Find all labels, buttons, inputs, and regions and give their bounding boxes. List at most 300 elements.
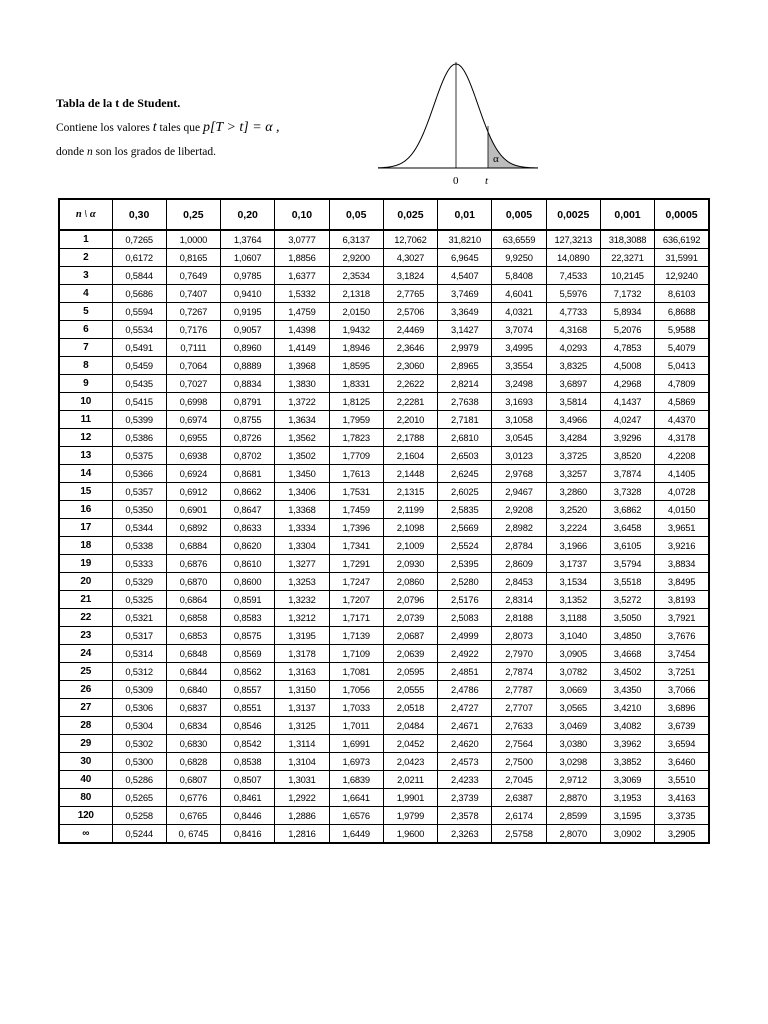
- t-student-table: [58, 198, 710, 844]
- critical-value-cell: 3,6897: [546, 375, 600, 393]
- critical-value-cell: 0,5317: [112, 627, 166, 645]
- degrees-of-freedom-cell: 6: [59, 321, 112, 339]
- t-label: t: [485, 175, 489, 187]
- critical-value-cell: 3,1953: [600, 789, 654, 807]
- table-row: [59, 321, 709, 339]
- critical-value-cell: 0,8575: [221, 627, 275, 645]
- critical-value-cell: 2,2010: [383, 411, 437, 429]
- critical-value-cell: 0,8542: [221, 735, 275, 753]
- critical-value-cell: 2,3534: [329, 267, 383, 285]
- critical-value-cell: 3,7676: [655, 627, 709, 645]
- table-row: [59, 357, 709, 375]
- critical-value-cell: 0,5265: [112, 789, 166, 807]
- degrees-of-freedom-cell: 3: [59, 267, 112, 285]
- critical-value-cell: 0,5329: [112, 573, 166, 591]
- critical-value-cell: 1,7171: [329, 609, 383, 627]
- degrees-of-freedom-cell: 80: [59, 789, 112, 807]
- critical-value-cell: 3,6862: [600, 501, 654, 519]
- critical-value-cell: 0,5686: [112, 285, 166, 303]
- critical-value-cell: 4,4370: [655, 411, 709, 429]
- critical-value-cell: 3,6739: [655, 717, 709, 735]
- critical-value-cell: 7,1732: [600, 285, 654, 303]
- critical-value-cell: 0,8591: [221, 591, 275, 609]
- critical-value-cell: 2,7707: [492, 699, 546, 717]
- critical-value-cell: 1,7959: [329, 411, 383, 429]
- critical-value-cell: 2,7970: [492, 645, 546, 663]
- degrees-of-freedom-cell: 1: [59, 230, 112, 249]
- critical-value-cell: 2,5835: [438, 501, 492, 519]
- table-row: [59, 789, 709, 807]
- critical-value-cell: 0,6901: [166, 501, 220, 519]
- critical-value-cell: 1,7247: [329, 573, 383, 591]
- critical-value-cell: 0,5338: [112, 537, 166, 555]
- table-row: [59, 465, 709, 483]
- critical-value-cell: 0,9195: [221, 303, 275, 321]
- critical-value-cell: 0,5312: [112, 663, 166, 681]
- critical-value-cell: 63,6559: [492, 230, 546, 249]
- degrees-of-freedom-cell: 23: [59, 627, 112, 645]
- critical-value-cell: 2,1604: [383, 447, 437, 465]
- critical-value-cell: 2,8965: [438, 357, 492, 375]
- critical-value-cell: 3,0123: [492, 447, 546, 465]
- critical-value-cell: 2,2622: [383, 375, 437, 393]
- degrees-of-freedom-cell: 13: [59, 447, 112, 465]
- critical-value-cell: 2,8609: [492, 555, 546, 573]
- table-row: [59, 681, 709, 699]
- critical-value-cell: 0,5366: [112, 465, 166, 483]
- description-line2-suffix: son los grados de libertad.: [95, 146, 217, 158]
- critical-value-cell: 2,9768: [492, 465, 546, 483]
- critical-value-cell: 2,5758: [492, 825, 546, 844]
- critical-value-cell: 2,8784: [492, 537, 546, 555]
- critical-value-cell: 3,7074: [492, 321, 546, 339]
- degrees-of-freedom-cell: 14: [59, 465, 112, 483]
- critical-value-cell: 1,8125: [329, 393, 383, 411]
- critical-value-cell: 0,5844: [112, 267, 166, 285]
- critical-value-cell: 8,6103: [655, 285, 709, 303]
- critical-value-cell: 2,0423: [383, 753, 437, 771]
- critical-value-cell: 3,4350: [600, 681, 654, 699]
- table-row: [59, 717, 709, 735]
- critical-value-cell: 2,5669: [438, 519, 492, 537]
- critical-value-cell: 5,0413: [655, 357, 709, 375]
- critical-value-cell: 3,4850: [600, 627, 654, 645]
- critical-value-cell: 1,3368: [275, 501, 329, 519]
- critical-value-cell: 3,6105: [600, 537, 654, 555]
- critical-value-cell: 3,1534: [546, 573, 600, 591]
- critical-value-cell: 3,0380: [546, 735, 600, 753]
- critical-value-cell: 0,6998: [166, 393, 220, 411]
- critical-value-cell: 3,5518: [600, 573, 654, 591]
- critical-value-cell: 0,7265: [112, 230, 166, 249]
- critical-value-cell: 0,6870: [166, 573, 220, 591]
- critical-value-cell: 2,8982: [492, 519, 546, 537]
- critical-value-cell: 3,1693: [492, 393, 546, 411]
- critical-value-cell: 4,2208: [655, 447, 709, 465]
- critical-value-cell: 3,2905: [655, 825, 709, 844]
- degrees-of-freedom-cell: 7: [59, 339, 112, 357]
- critical-value-cell: 2,9200: [329, 249, 383, 267]
- critical-value-cell: 22,3271: [600, 249, 654, 267]
- critical-value-cell: 0,6884: [166, 537, 220, 555]
- table-row: [59, 411, 709, 429]
- critical-value-cell: 0,7111: [166, 339, 220, 357]
- critical-value-cell: 1,3178: [275, 645, 329, 663]
- critical-value-cell: 2,4851: [438, 663, 492, 681]
- critical-value-cell: 2,7787: [492, 681, 546, 699]
- critical-value-cell: 3,1595: [600, 807, 654, 825]
- column-header-alpha: 0,0005: [655, 199, 709, 230]
- critical-value-cell: 0,8600: [221, 573, 275, 591]
- degrees-of-freedom-cell: 120: [59, 807, 112, 825]
- critical-value-cell: 1,7396: [329, 519, 383, 537]
- critical-value-cell: 2,0595: [383, 663, 437, 681]
- critical-value-cell: 10,2145: [600, 267, 654, 285]
- critical-value-cell: 4,1437: [600, 393, 654, 411]
- critical-value-cell: 2,7500: [492, 753, 546, 771]
- critical-value-cell: 2,3060: [383, 357, 437, 375]
- critical-value-cell: 3,8520: [600, 447, 654, 465]
- critical-value-cell: 0,9785: [221, 267, 275, 285]
- critical-value-cell: 3,0905: [546, 645, 600, 663]
- critical-value-cell: 3,0777: [275, 230, 329, 249]
- critical-value-cell: 1,3830: [275, 375, 329, 393]
- critical-value-cell: 1,3253: [275, 573, 329, 591]
- critical-value-cell: 0,8726: [221, 429, 275, 447]
- degrees-of-freedom-cell: 17: [59, 519, 112, 537]
- critical-value-cell: 0,8791: [221, 393, 275, 411]
- critical-value-cell: 2,4999: [438, 627, 492, 645]
- critical-value-cell: 1,3031: [275, 771, 329, 789]
- critical-value-cell: 2,7181: [438, 411, 492, 429]
- critical-value-cell: 1,7709: [329, 447, 383, 465]
- critical-value-cell: 2,5083: [438, 609, 492, 627]
- critical-value-cell: 2,1788: [383, 429, 437, 447]
- degrees-of-freedom-cell: 40: [59, 771, 112, 789]
- critical-value-cell: 1,8595: [329, 357, 383, 375]
- table-row: [59, 303, 709, 321]
- table-row: [59, 591, 709, 609]
- critical-value-cell: 3,9651: [655, 519, 709, 537]
- critical-value-cell: 2,1098: [383, 519, 437, 537]
- corner-header: n \ α: [59, 199, 112, 230]
- critical-value-cell: 1,3764: [221, 230, 275, 249]
- critical-value-cell: 3,0669: [546, 681, 600, 699]
- critical-value-cell: 0,6848: [166, 645, 220, 663]
- critical-value-cell: 2,7874: [492, 663, 546, 681]
- critical-value-cell: 0,8681: [221, 465, 275, 483]
- critical-value-cell: 1,7207: [329, 591, 383, 609]
- critical-value-cell: 1,4149: [275, 339, 329, 357]
- degrees-of-freedom-cell: ∞: [59, 825, 112, 844]
- degrees-of-freedom-cell: 29: [59, 735, 112, 753]
- degrees-of-freedom-cell: 24: [59, 645, 112, 663]
- critical-value-cell: 3,6594: [655, 735, 709, 753]
- critical-value-cell: 12,7062: [383, 230, 437, 249]
- critical-value-cell: 1,6641: [329, 789, 383, 807]
- critical-value-cell: 4,6041: [492, 285, 546, 303]
- critical-value-cell: 1,2922: [275, 789, 329, 807]
- critical-value-cell: 0,6955: [166, 429, 220, 447]
- degrees-of-freedom-cell: 2: [59, 249, 112, 267]
- critical-value-cell: 1,2886: [275, 807, 329, 825]
- table-row: [59, 573, 709, 591]
- critical-value-cell: 1,4759: [275, 303, 329, 321]
- critical-value-cell: 2,8870: [546, 789, 600, 807]
- critical-value-cell: 0,5258: [112, 807, 166, 825]
- critical-value-cell: 3,2224: [546, 519, 600, 537]
- critical-value-cell: 6,8688: [655, 303, 709, 321]
- critical-value-cell: 1,9432: [329, 321, 383, 339]
- table-body: [59, 230, 709, 843]
- degrees-of-freedom-cell: 10: [59, 393, 112, 411]
- critical-value-cell: 4,0293: [546, 339, 600, 357]
- critical-value-cell: 3,0469: [546, 717, 600, 735]
- degrees-of-freedom-cell: 25: [59, 663, 112, 681]
- critical-value-cell: 2,4671: [438, 717, 492, 735]
- critical-value-cell: 1,7613: [329, 465, 383, 483]
- critical-value-cell: 0,5459: [112, 357, 166, 375]
- critical-value-cell: 3,0298: [546, 753, 600, 771]
- critical-value-cell: 3,4082: [600, 717, 654, 735]
- critical-value-cell: 3,1966: [546, 537, 600, 555]
- table-row: [59, 447, 709, 465]
- critical-value-cell: 2,4922: [438, 645, 492, 663]
- critical-value-cell: 3,1188: [546, 609, 600, 627]
- table-row: [59, 537, 709, 555]
- degrees-of-freedom-cell: 20: [59, 573, 112, 591]
- degrees-of-freedom-cell: 18: [59, 537, 112, 555]
- critical-value-cell: 0,8633: [221, 519, 275, 537]
- critical-value-cell: 1,9799: [383, 807, 437, 825]
- critical-value-cell: 1,2816: [275, 825, 329, 844]
- table-row: [59, 645, 709, 663]
- critical-value-cell: 0,8610: [221, 555, 275, 573]
- critical-value-cell: 0,6938: [166, 447, 220, 465]
- critical-value-cell: 0,6864: [166, 591, 220, 609]
- table-row: [59, 663, 709, 681]
- critical-value-cell: 0,8538: [221, 753, 275, 771]
- critical-value-cell: 3,1427: [438, 321, 492, 339]
- critical-value-cell: 1,3722: [275, 393, 329, 411]
- critical-value-cell: 0,5300: [112, 753, 166, 771]
- critical-value-cell: 4,2968: [600, 375, 654, 393]
- degrees-of-freedom-cell: 21: [59, 591, 112, 609]
- critical-value-cell: 1,7459: [329, 501, 383, 519]
- degrees-of-freedom-cell: 22: [59, 609, 112, 627]
- critical-value-cell: 0,7407: [166, 285, 220, 303]
- critical-value-cell: 1,7531: [329, 483, 383, 501]
- table-row: [59, 501, 709, 519]
- critical-value-cell: 5,2076: [600, 321, 654, 339]
- description-prefix: Contiene los valores: [56, 122, 150, 134]
- critical-value-cell: 2,8599: [546, 807, 600, 825]
- critical-value-cell: 2,3646: [383, 339, 437, 357]
- critical-value-cell: 2,3578: [438, 807, 492, 825]
- critical-value-cell: 0,5375: [112, 447, 166, 465]
- critical-value-cell: 5,5976: [546, 285, 600, 303]
- critical-value-cell: 0,5399: [112, 411, 166, 429]
- table-row: [59, 375, 709, 393]
- critical-value-cell: 0,8569: [221, 645, 275, 663]
- critical-value-cell: 3,4163: [655, 789, 709, 807]
- critical-value-cell: 4,7853: [600, 339, 654, 357]
- critical-value-cell: 3,9296: [600, 429, 654, 447]
- critical-value-cell: 1,7291: [329, 555, 383, 573]
- critical-value-cell: 2,6245: [438, 465, 492, 483]
- critical-value-cell: 3,7921: [655, 609, 709, 627]
- column-header-alpha: 0,001: [600, 199, 654, 230]
- critical-value-cell: 1,3334: [275, 519, 329, 537]
- critical-value-cell: 1,3968: [275, 357, 329, 375]
- column-header-alpha: 0,0025: [546, 199, 600, 230]
- probability-formula: p[T > t] = α ,: [202, 120, 280, 135]
- table-row: [59, 753, 709, 771]
- critical-value-cell: 0,6844: [166, 663, 220, 681]
- critical-value-cell: 3,5814: [546, 393, 600, 411]
- critical-value-cell: 3,6458: [600, 519, 654, 537]
- critical-value-cell: 0,8165: [166, 249, 220, 267]
- critical-value-cell: 0,6830: [166, 735, 220, 753]
- critical-value-cell: 4,0247: [600, 411, 654, 429]
- critical-value-cell: 3,5794: [600, 555, 654, 573]
- critical-value-cell: 1,7109: [329, 645, 383, 663]
- critical-value-cell: 3,7328: [600, 483, 654, 501]
- degrees-of-freedom-cell: 8: [59, 357, 112, 375]
- critical-value-cell: 0,6974: [166, 411, 220, 429]
- critical-value-cell: 0,6828: [166, 753, 220, 771]
- degrees-of-freedom-cell: 12: [59, 429, 112, 447]
- critical-value-cell: 3,9216: [655, 537, 709, 555]
- critical-value-cell: 3,2860: [546, 483, 600, 501]
- critical-value-cell: 0,8960: [221, 339, 275, 357]
- critical-value-cell: 1,0607: [221, 249, 275, 267]
- critical-value-cell: 2,0687: [383, 627, 437, 645]
- critical-value-cell: 3,7251: [655, 663, 709, 681]
- critical-value-cell: 1,3304: [275, 537, 329, 555]
- table-row: [59, 230, 709, 249]
- critical-value-cell: 2,1199: [383, 501, 437, 519]
- critical-value-cell: 1,3212: [275, 609, 329, 627]
- critical-value-cell: 2,8070: [546, 825, 600, 844]
- description-line-1: [56, 116, 386, 140]
- critical-value-cell: 0,5344: [112, 519, 166, 537]
- critical-value-cell: 2,6503: [438, 447, 492, 465]
- description-line-2: [56, 140, 386, 164]
- critical-value-cell: 2,7633: [492, 717, 546, 735]
- critical-value-cell: 2,1448: [383, 465, 437, 483]
- table-header-row: [59, 199, 709, 230]
- critical-value-cell: 0,7176: [166, 321, 220, 339]
- critical-value-cell: 3,7066: [655, 681, 709, 699]
- critical-value-cell: 0,8620: [221, 537, 275, 555]
- critical-value-cell: 4,0728: [655, 483, 709, 501]
- distribution-figure: [378, 56, 538, 190]
- critical-value-cell: 1,8946: [329, 339, 383, 357]
- critical-value-cell: 3,3649: [438, 303, 492, 321]
- degrees-of-freedom-cell: 15: [59, 483, 112, 501]
- critical-value-cell: 1,7011: [329, 717, 383, 735]
- critical-value-cell: 1,5332: [275, 285, 329, 303]
- critical-value-cell: 3,1058: [492, 411, 546, 429]
- critical-value-cell: 0,5244: [112, 825, 166, 844]
- table-row: [59, 825, 709, 844]
- critical-value-cell: 3,4502: [600, 663, 654, 681]
- critical-value-cell: 3,8325: [546, 357, 600, 375]
- degrees-of-freedom-cell: 26: [59, 681, 112, 699]
- critical-value-cell: 1,6991: [329, 735, 383, 753]
- critical-value-cell: 0,8461: [221, 789, 275, 807]
- critical-value-cell: 1,3104: [275, 753, 329, 771]
- critical-value-cell: 4,1405: [655, 465, 709, 483]
- critical-value-cell: 2,6174: [492, 807, 546, 825]
- critical-value-cell: 1,3195: [275, 627, 329, 645]
- table-row: [59, 339, 709, 357]
- critical-value-cell: 0,8702: [221, 447, 275, 465]
- critical-value-cell: 2,0796: [383, 591, 437, 609]
- critical-value-cell: 2,5395: [438, 555, 492, 573]
- critical-value-cell: 3,1352: [546, 591, 600, 609]
- critical-value-cell: 0,8889: [221, 357, 275, 375]
- degrees-of-freedom-cell: 11: [59, 411, 112, 429]
- critical-value-cell: 2,0639: [383, 645, 437, 663]
- critical-value-cell: 0,5534: [112, 321, 166, 339]
- degrees-of-freedom-cell: 9: [59, 375, 112, 393]
- critical-value-cell: 0,5357: [112, 483, 166, 501]
- critical-value-cell: 1,6973: [329, 753, 383, 771]
- critical-value-cell: 1,4398: [275, 321, 329, 339]
- critical-value-cell: 0,8583: [221, 609, 275, 627]
- critical-value-cell: 0,8562: [221, 663, 275, 681]
- critical-value-cell: 2,7765: [383, 285, 437, 303]
- critical-value-cell: 6,3137: [329, 230, 383, 249]
- critical-value-cell: 0, 6745: [166, 825, 220, 844]
- critical-value-cell: 2,0484: [383, 717, 437, 735]
- critical-value-cell: 2,3739: [438, 789, 492, 807]
- critical-value-cell: 2,0930: [383, 555, 437, 573]
- critical-value-cell: 2,9712: [546, 771, 600, 789]
- critical-value-cell: 5,8934: [600, 303, 654, 321]
- critical-value-cell: 0,6924: [166, 465, 220, 483]
- critical-value-cell: 0,8507: [221, 771, 275, 789]
- critical-value-cell: 0,5309: [112, 681, 166, 699]
- critical-value-cell: 1,3163: [275, 663, 329, 681]
- critical-value-cell: 2,1318: [329, 285, 383, 303]
- critical-value-cell: 12,9240: [655, 267, 709, 285]
- critical-value-cell: 0,6776: [166, 789, 220, 807]
- critical-value-cell: 1,3277: [275, 555, 329, 573]
- critical-value-cell: 2,4469: [383, 321, 437, 339]
- critical-value-cell: 3,0545: [492, 429, 546, 447]
- critical-value-cell: 1,7139: [329, 627, 383, 645]
- degrees-of-freedom-cell: 4: [59, 285, 112, 303]
- critical-value-cell: 2,0452: [383, 735, 437, 753]
- critical-value-cell: 318,3088: [600, 230, 654, 249]
- critical-value-cell: 3,4284: [546, 429, 600, 447]
- critical-value-cell: 2,4233: [438, 771, 492, 789]
- degrees-of-freedom-cell: 30: [59, 753, 112, 771]
- critical-value-cell: 2,6810: [438, 429, 492, 447]
- column-header-alpha: 0,025: [383, 199, 437, 230]
- critical-value-cell: 1,7341: [329, 537, 383, 555]
- critical-value-cell: 2,6387: [492, 789, 546, 807]
- critical-value-cell: 2,4786: [438, 681, 492, 699]
- critical-value-cell: 1,3406: [275, 483, 329, 501]
- column-header-alpha: 0,005: [492, 199, 546, 230]
- table-row: [59, 393, 709, 411]
- degrees-of-freedom-cell: 28: [59, 717, 112, 735]
- critical-value-cell: 2,9208: [492, 501, 546, 519]
